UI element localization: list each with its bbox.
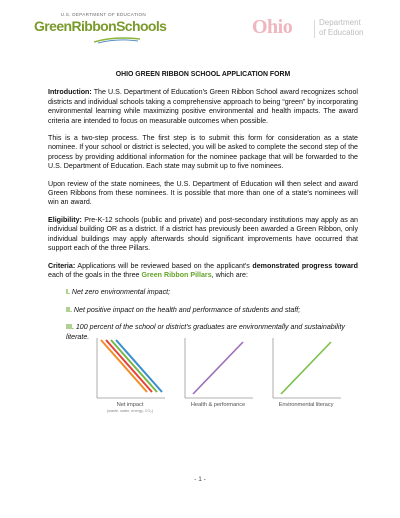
eligibility-text: Pre-K-12 schools (public and private) and post-secondary institutions may apply as an individual building OR as a district. If a district has previously been awarded a Green Ribbon, only individual buildings may apply afterwards should significant improvements have occurred that support each of the three Pillars. bbox=[48, 215, 358, 253]
eligibility-paragraph bbox=[48, 216, 358, 254]
ohio-department-of-education-logo bbox=[252, 16, 374, 42]
review-paragraph: Upon review of the state nominees, the U.S. Department of Education will then select and award Green Ribbons from these nominees. It is possible that more than one of a state's nominees will win an award. bbox=[48, 179, 358, 207]
goal-numeral: III. bbox=[66, 323, 74, 332]
criteria-paragraph bbox=[48, 262, 358, 281]
ohio-wordmark: Ohio bbox=[252, 16, 293, 38]
green-ribbon-schools-logo bbox=[34, 12, 167, 46]
health-performance-chart-icon bbox=[183, 338, 253, 400]
ribbon-swoosh-icon bbox=[94, 36, 140, 44]
environmental-literacy-label: Environmental literacy bbox=[278, 402, 334, 408]
net-impact-chart-icon bbox=[95, 338, 165, 400]
pillar-goals-list bbox=[66, 288, 358, 342]
document-body bbox=[48, 70, 358, 350]
health-performance-graph bbox=[183, 338, 253, 400]
net-impact-sublabel: (waste, water, energy, CO₂) bbox=[106, 409, 154, 413]
goal-numeral: II. bbox=[66, 305, 72, 314]
net-impact-line bbox=[106, 340, 152, 392]
list-item bbox=[66, 306, 358, 315]
net-impact-graph bbox=[95, 338, 165, 400]
net-impact-line bbox=[111, 340, 157, 392]
department-of-education-text: Department of Education bbox=[319, 18, 364, 37]
eligibility-label: Eligibility: bbox=[48, 215, 82, 224]
page-header bbox=[0, 0, 400, 52]
goal-text: Net zero environmental impact; bbox=[69, 288, 171, 297]
green-ribbon-schools-wordmark: GreenRibbonSchools bbox=[34, 18, 167, 34]
introduction-text: The U.S. Department of Education's Green Ribbon School award recognizes school districts and individual schools taking a comprehensive approach to being “green” by incorporating environmental learning while maximizing positive environmental and health impacts. The award criteria are intended to focus on measurable outcomes when possible. bbox=[48, 88, 358, 125]
page-title: OHIO GREEN RIBBON SCHOOL APPLICATION FORM bbox=[115, 71, 291, 78]
criteria-label: Criteria: bbox=[48, 261, 76, 270]
environmental-literacy-graph bbox=[271, 338, 341, 400]
introduction-paragraph bbox=[48, 88, 358, 126]
us-department-of-education-text: U.S. DEPARTMENT OF EDUCATION bbox=[60, 12, 146, 17]
criteria-emphasis: demonstrated progress toward bbox=[252, 261, 358, 270]
goal-text: Net positive impact on the health and performance of students and staff; bbox=[71, 305, 301, 314]
green-ribbon-pillars-text: Green Ribbon Pillars bbox=[141, 270, 212, 279]
goal-text: 100 percent of the school or district's graduates are environmentally and sustainability literate. bbox=[66, 323, 345, 341]
net-impact-label: Net impact bbox=[116, 402, 144, 408]
criteria-text: Applications will be reviewed based on the applicant's bbox=[75, 261, 253, 270]
health-performance-label: Health & performance bbox=[190, 402, 246, 408]
introduction-label: Introduction: bbox=[48, 88, 92, 97]
health-performance-line bbox=[193, 342, 243, 394]
page-number: - 1 - bbox=[194, 476, 206, 483]
list-item bbox=[66, 288, 358, 297]
environmental-literacy-chart-icon bbox=[271, 338, 341, 400]
process-paragraph: This is a two-step process. The first step is to submit this form for consideration as a state nominee. If your school or district is selected, you will be asked to complete the second step of the process by providing additional information for the nominee package that will be forwarded to the U.S. Department of Education. Each state may submit up to five nominees. bbox=[48, 134, 358, 171]
pillar-graphs bbox=[95, 338, 355, 418]
criteria-text: each of the goals in the three bbox=[48, 270, 142, 279]
logo-divider bbox=[314, 20, 315, 38]
environmental-literacy-line bbox=[281, 342, 331, 394]
goal-numeral: I. bbox=[66, 288, 70, 297]
criteria-text: , which are: bbox=[211, 270, 248, 279]
